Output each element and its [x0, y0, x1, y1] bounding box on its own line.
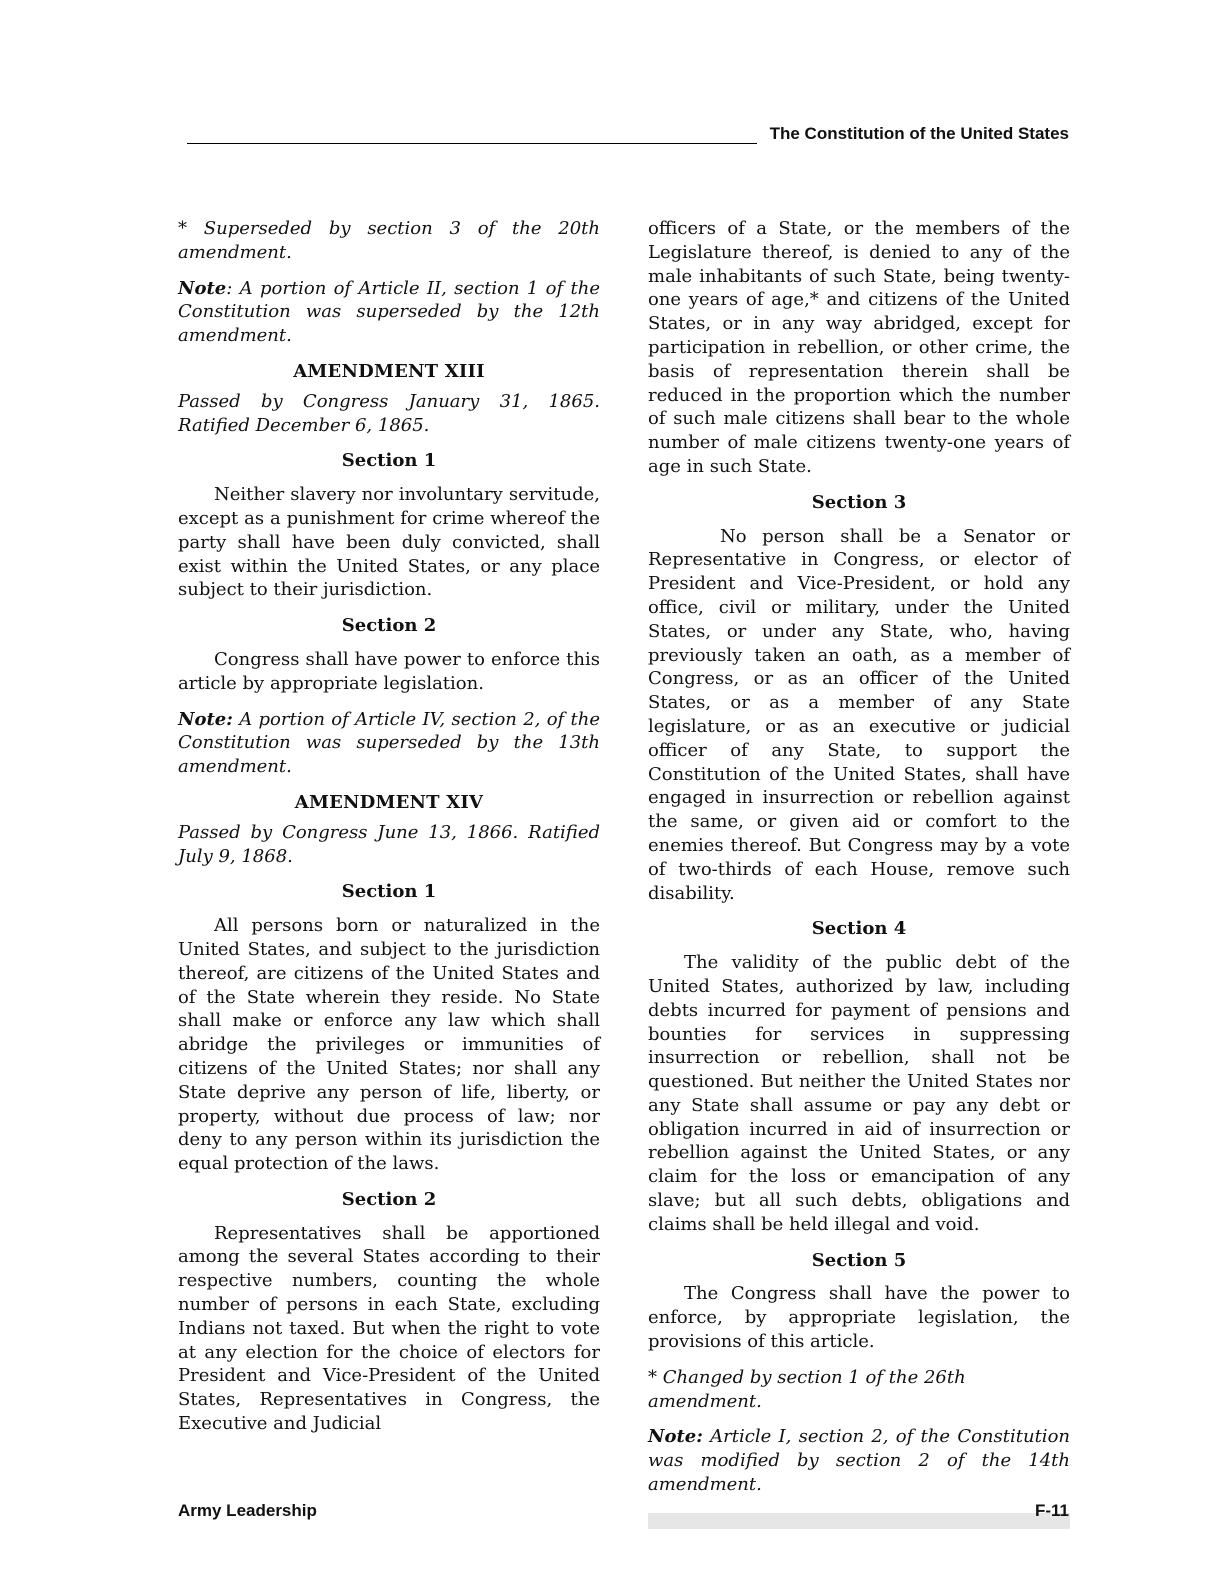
amendment-xiv-section-3-text: No person shall be a Senator or Representative in Congress, or elector of President and Vice-President, or hold any office, civil or military, under the United States, or under any State, who, having previously taken an oath, as a member of Congress, or as an officer of the United States, or as a member of any State legislature, or as an executive or judicial officer of any State, to support the Constitution of the United States, shall have engaged in insurrection or rebellion against the same, or given aid or comfort to the enemies thereof. But Congress may by a vote of two-thirds of each House, remove such disability.: [648, 525, 1070, 904]
note-text: Article I, section 2, of the Constitution was modified by section 2 of the 14th amendment.: [648, 1426, 1070, 1496]
note-article-ii: [178, 277, 600, 348]
amendment-xiv-section-1-title: Section 1: [341, 881, 437, 903]
amendment-xiv-section-1-text: All persons born or naturalized in the United States, and subject to the jurisdiction thereof, are citizens of the United States and of the State wherein they reside. No State shall make or enforce any law which shall abridge the privileges or immunities of citizens of the United States; nor shall any State deprive any person of life, liberty, or property, without due process of law; nor deny to any person within its jurisdiction the equal protection of the laws.: [178, 915, 600, 1175]
amendment-xiv-section-5-text: The Congress shall have the power to enforce, by appropriate legislation, the provisions of this article.: [648, 1283, 1070, 1353]
note-label: Note: [178, 277, 227, 299]
amendment-xiv-passed: Passed by Congress June 13, 1866. Ratified July 9, 1868.: [178, 821, 600, 867]
note-text: A portion of Article IV, section 2, of the Constitution was superseded by the 13th amendment.: [178, 708, 600, 778]
note-article-i: [648, 1425, 1070, 1496]
amendment-xiii-section-1-text: Neither slavery nor involuntary servitude, except as a punishment for crime whereof the party shall have been duly convicted, shall exist within the United States, or any place subject to their jurisdiction.: [178, 484, 600, 601]
amendment-xiv-section-4-title: Section 4: [811, 918, 907, 940]
amendment-xiv-section-4-text: The validity of the public debt of the United States, authorized by law, including debts incurred for payment of pensions and bounties for services in suppressing insurrection or rebellion, shall not be questioned. But neither the United States nor any State shall assume or pay any debt or obligation incurred in aid of insurrection or rebellion against the United States, or any claim for the loss or emancipation of any slave; but all such debts, obligations and claims shall be held illegal and void.: [648, 952, 1070, 1235]
note-text: : A portion of Article II, section 1 of the Constitution was superseded by the 12th amendment.: [178, 277, 600, 347]
amendment-xiii-section-2-title: Section 2: [341, 615, 437, 637]
amendment-xiii-title: AMENDMENT XIII: [293, 360, 485, 382]
header-rule: [187, 143, 757, 144]
amendment-xiv-section-2-text-continued: officers of a State, or the members of the Legislature thereof, is denied to any of the male inhabitants of such State, being twenty-one years of age,* and citizens of the United States, or in any way abridged, except for participation in rebellion, or other crime, the basis of representation therein shall be reduced in the proportion which the number of such male citizens shall bear to the whole number of male citizens twenty-one years of age in such State.: [648, 218, 1070, 477]
amendment-xiii-passed: Passed by Congress January 31, 1865. Ratified December 6, 1865.: [178, 390, 600, 436]
left-column: [178, 217, 600, 1448]
note-article-iv: [178, 708, 600, 779]
note-label: Note:: [178, 708, 233, 730]
footer-publication-title: Army Leadership: [178, 1501, 317, 1520]
footnote-26th-amendment: * Changed by section 1 of the 26th amendment.: [648, 1366, 966, 1412]
amendment-xiv-section-5-title: Section 5: [811, 1249, 907, 1271]
note-label: Note:: [648, 1426, 703, 1448]
footnote-12th-amendment: * Superseded by section 3 of the 20th amendment.: [178, 218, 600, 263]
amendment-xiv-section-2-text-start: Representatives shall be apportioned among the several States according to their respective numbers, counting the whole number of persons in each State, excluding Indians not taxed. But when the right to vote at any election for the choice of electors for President and Vice-President of the United States, Representatives in Congress, the Executive and Judicial: [178, 1222, 600, 1435]
running-header-title: The Constitution of the United States: [769, 124, 1069, 143]
amendment-xiii-section-1-title: Section 1: [341, 450, 437, 472]
gray-divider-bar: [648, 1513, 1070, 1529]
amendment-xiv-section-2-title: Section 2: [341, 1188, 437, 1210]
footer-page-number: F-11: [1034, 1501, 1069, 1520]
amendment-xiv-title: AMENDMENT XIV: [294, 791, 484, 813]
amendment-xiv-section-3-title: Section 3: [811, 491, 907, 513]
amendment-xiii-section-2-text: Congress shall have power to enforce this article by appropriate legislation.: [178, 648, 600, 694]
right-column: [648, 217, 1070, 1529]
